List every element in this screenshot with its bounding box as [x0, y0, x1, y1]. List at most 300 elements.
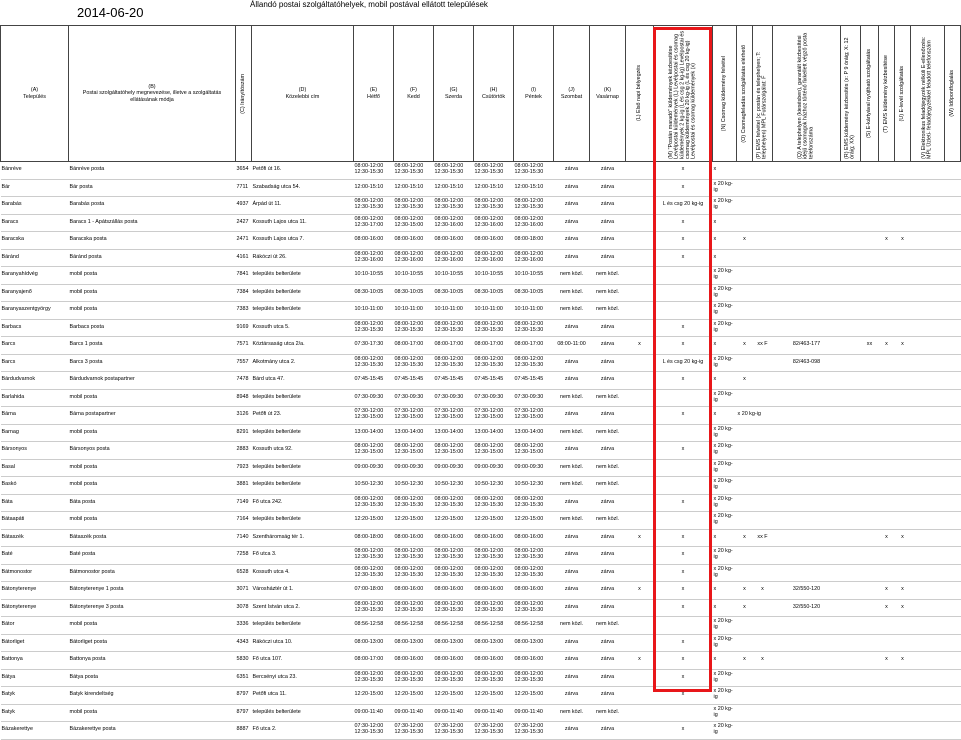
cell-c: 3881 [236, 477, 252, 495]
cell-i: 07:30-12:00 12:30-15:00 [514, 407, 554, 425]
cell-q [773, 302, 841, 320]
cell-s [861, 267, 879, 285]
cell-f: 12:20-15:00 [394, 687, 434, 705]
cell-q [773, 389, 841, 407]
cell-w [945, 529, 961, 547]
cell-b: Bázakerettye posta [69, 722, 236, 740]
cell-b: mobil posta [69, 424, 236, 442]
table-row [1, 442, 961, 460]
cell-j: zárva [554, 162, 590, 180]
cell-r [841, 564, 861, 582]
col-header-c: (C) Irányítószám [236, 26, 252, 162]
cell-k: zárva [590, 547, 626, 565]
cell-o [737, 179, 753, 197]
cell-u: x [895, 582, 911, 600]
cell-r [841, 442, 861, 460]
table-row [1, 162, 961, 180]
cell-m [654, 389, 713, 407]
cell-g: 08:00-12:00 12:30-15:30 [434, 162, 474, 180]
cell-v [911, 687, 945, 705]
cell-j: zárva [554, 564, 590, 582]
cell-f: 08:00-12:00 12:30-15:30 [394, 669, 434, 687]
cell-c: 7164 [236, 512, 252, 530]
cell-n: x 20 kg-ig [713, 284, 737, 302]
cell-v [911, 722, 945, 740]
cell-f: 08:00-13:00 [394, 634, 434, 652]
cell-u [895, 477, 911, 495]
cell-f: 08:00-12:00 12:30-15:30 [394, 599, 434, 617]
cell-k: zárva [590, 634, 626, 652]
cell-u: x [895, 529, 911, 547]
cell-d: Rákóczi utca 10. [252, 634, 354, 652]
table-row [1, 249, 961, 267]
cell-j: nem közl. [554, 302, 590, 320]
cell-f: 07:45-15:45 [394, 372, 434, 390]
cell-k: zárva [590, 162, 626, 180]
cell-h: 08:00-12:00 12:30-15:30 [474, 319, 514, 337]
cell-n: x [713, 407, 737, 425]
cell-j: zárva [554, 722, 590, 740]
cell-t: x [879, 652, 895, 670]
cell-s [861, 512, 879, 530]
cell-q [773, 512, 841, 530]
cell-d: település belterülete [252, 477, 354, 495]
cell-e: 12:20-15:00 [354, 512, 394, 530]
cell-b: mobil posta [69, 267, 236, 285]
cell-e: 08:00-12:00 12:30-15:30 [354, 494, 394, 512]
cell-c: 7384 [236, 284, 252, 302]
table-row [1, 302, 961, 320]
cell-o [737, 617, 753, 635]
cell-q [773, 617, 841, 635]
cell-f: 13:00-14:00 [394, 424, 434, 442]
cell-q [773, 179, 841, 197]
cell-l [626, 669, 654, 687]
cell-d: Fő utca 107. [252, 652, 354, 670]
cell-v [911, 319, 945, 337]
cell-n: x 20 kg-ig [713, 634, 737, 652]
cell-o: x [737, 599, 753, 617]
cell-a: Baranyaszentgyörgy [1, 302, 69, 320]
cell-q [773, 267, 841, 285]
cell-v [911, 232, 945, 250]
cell-h: 08:00-12:00 12:30-16:00 [474, 249, 514, 267]
cell-t [879, 249, 895, 267]
cell-k: zárva [590, 529, 626, 547]
cell-m: x [654, 529, 713, 547]
cell-c: 2427 [236, 214, 252, 232]
cell-i: 08:00-16:00 [514, 652, 554, 670]
cell-k: nem közl. [590, 459, 626, 477]
cell-t [879, 197, 895, 215]
cell-d: Városháztér út 1. [252, 582, 354, 600]
cell-l [626, 179, 654, 197]
cell-j: zárva [554, 372, 590, 390]
cell-e: 12:20-15:00 [354, 687, 394, 705]
cell-i: 12:20-15:00 [514, 687, 554, 705]
cell-c: 7258 [236, 547, 252, 565]
cell-o: x [737, 232, 753, 250]
cell-o [737, 494, 753, 512]
cell-u [895, 162, 911, 180]
cell-n: x 20 kg-ig [713, 179, 737, 197]
cell-a: Bátor [1, 617, 69, 635]
cell-r [841, 652, 861, 670]
cell-d: település belterülete [252, 302, 354, 320]
cell-b: Baracs 1 - Apátszállás posta [69, 214, 236, 232]
cell-u [895, 249, 911, 267]
cell-i: 09:00-11:40 [514, 704, 554, 722]
cell-q: 82/463-177 [773, 337, 841, 355]
cell-e: 07:30-12:00 12:30-15:00 [354, 407, 394, 425]
col-header-d: (D) Közelebbi cím [252, 26, 354, 162]
cell-r [841, 494, 861, 512]
cell-g: 13:00-14:00 [434, 424, 474, 442]
col-header-k: (K) Vasárnap [590, 26, 626, 162]
cell-n: x 20 kg-ig [713, 704, 737, 722]
cell-u [895, 389, 911, 407]
table-row [1, 582, 961, 600]
cell-g: 08:56-12:58 [434, 617, 474, 635]
cell-e: 07:30-12:00 12:30-15:30 [354, 722, 394, 740]
cell-s [861, 687, 879, 705]
cell-t [879, 442, 895, 460]
cell-o [737, 634, 753, 652]
cell-g: 12:20-15:00 [434, 687, 474, 705]
cell-p [753, 372, 773, 390]
cell-r [841, 179, 861, 197]
table-row [1, 232, 961, 250]
table-row [1, 354, 961, 372]
cell-c: 4161 [236, 249, 252, 267]
cell-a: Bár [1, 179, 69, 197]
cell-f: 08:00-12:00 12:30-15:30 [394, 547, 434, 565]
cell-a: Basal [1, 459, 69, 477]
cell-w [945, 354, 961, 372]
cell-p [753, 179, 773, 197]
cell-p [753, 354, 773, 372]
cell-p [753, 669, 773, 687]
cell-p [753, 284, 773, 302]
cell-m: x [654, 564, 713, 582]
cell-w [945, 669, 961, 687]
cell-i: 07:30-09:30 [514, 389, 554, 407]
cell-g: 08:00-16:00 [434, 582, 474, 600]
cell-l [626, 407, 654, 425]
cell-i: 08:00-18:00 [514, 232, 554, 250]
cell-m: x [654, 319, 713, 337]
cell-p [753, 634, 773, 652]
table-row [1, 704, 961, 722]
cell-r [841, 232, 861, 250]
cell-n: x [713, 372, 737, 390]
cell-n: x 20 kg-ig [713, 722, 737, 740]
cell-k: nem közl. [590, 284, 626, 302]
cell-h: 10:50-12:30 [474, 477, 514, 495]
cell-d: Kossuth Lajos utca 7. [252, 232, 354, 250]
cell-q [773, 529, 841, 547]
cell-p [753, 617, 773, 635]
cell-f: 08:00-17:00 [394, 337, 434, 355]
cell-q [773, 214, 841, 232]
cell-o [737, 442, 753, 460]
cell-w [945, 179, 961, 197]
cell-q [773, 284, 841, 302]
cell-t [879, 477, 895, 495]
cell-r [841, 529, 861, 547]
cell-s [861, 372, 879, 390]
cell-b: Báta posta [69, 494, 236, 512]
cell-u: x [895, 232, 911, 250]
cell-r [841, 267, 861, 285]
cell-a: Baracs [1, 214, 69, 232]
cell-i: 08:00-12:00 12:30-15:30 [514, 319, 554, 337]
cell-t [879, 319, 895, 337]
cell-c: 7571 [236, 337, 252, 355]
cell-m: x [654, 337, 713, 355]
cell-f: 08:00-16:00 [394, 652, 434, 670]
cell-o [737, 319, 753, 337]
cell-h: 08:56-12:58 [474, 617, 514, 635]
cell-o [737, 704, 753, 722]
cell-d: Kossuth utca 92. [252, 442, 354, 460]
cell-b: mobil posta [69, 389, 236, 407]
cell-i: 08:00-12:00 12:30-15:30 [514, 354, 554, 372]
cell-f: 07:30-09:30 [394, 389, 434, 407]
cell-u [895, 687, 911, 705]
cell-h: 07:30-09:30 [474, 389, 514, 407]
cell-q [773, 687, 841, 705]
cell-d: Kossuth utca 5. [252, 319, 354, 337]
cell-i: 13:00-14:00 [514, 424, 554, 442]
cell-e: 08:30-10:05 [354, 284, 394, 302]
cell-r [841, 547, 861, 565]
cell-c: 7711 [236, 179, 252, 197]
cell-f: 07:30-12:00 12:30-15:00 [394, 407, 434, 425]
cell-h: 08:00-12:00 12:30-15:30 [474, 197, 514, 215]
col-header-a: (A) Település [1, 26, 69, 162]
cell-o [737, 389, 753, 407]
cell-d: Rákóczi út 26. [252, 249, 354, 267]
cell-e: 08:00-13:00 [354, 634, 394, 652]
cell-s [861, 634, 879, 652]
cell-w [945, 232, 961, 250]
cell-c: 8797 [236, 687, 252, 705]
cell-r [841, 687, 861, 705]
cell-t [879, 512, 895, 530]
cell-c: 3078 [236, 599, 252, 617]
cell-g: 08:00-12:00 12:30-15:30 [434, 669, 474, 687]
cell-m: x [654, 652, 713, 670]
cell-l [626, 704, 654, 722]
cell-s [861, 179, 879, 197]
cell-f: 08:00-16:00 [394, 582, 434, 600]
cell-w [945, 459, 961, 477]
cell-p: xx F [753, 337, 773, 355]
cell-e: 08:00-12:00 12:30-15:30 [354, 599, 394, 617]
cell-b: Barcs 1 posta [69, 337, 236, 355]
cell-j: zárva [554, 599, 590, 617]
cell-i: 08:00-12:00 12:30-15:30 [514, 494, 554, 512]
cell-i: 08:00-12:00 12:30-15:30 [514, 547, 554, 565]
cell-l [626, 722, 654, 740]
cell-b: mobil posta [69, 459, 236, 477]
cell-h: 12:20-15:00 [474, 687, 514, 705]
cell-t: x [879, 582, 895, 600]
cell-c: 4937 [236, 197, 252, 215]
cell-k: zárva [590, 372, 626, 390]
cell-d: Petőfi út 23. [252, 407, 354, 425]
cell-m: x [654, 179, 713, 197]
cell-e: 12:00-15:10 [354, 179, 394, 197]
cell-p [753, 477, 773, 495]
cell-i: 08:00-16:00 [514, 582, 554, 600]
cell-t [879, 459, 895, 477]
cell-c: 8887 [236, 722, 252, 740]
cell-p [753, 459, 773, 477]
col-header-f: (F) Kedd [394, 26, 434, 162]
table-row [1, 197, 961, 215]
cell-e: 10:10-11:00 [354, 302, 394, 320]
cell-d: Kossuth utca 4. [252, 564, 354, 582]
cell-r [841, 389, 861, 407]
cell-g: 08:00-16:00 [434, 529, 474, 547]
cell-w [945, 372, 961, 390]
cell-g: 08:00-12:00 12:30-15:30 [434, 599, 474, 617]
cell-k: zárva [590, 319, 626, 337]
cell-u [895, 442, 911, 460]
cell-h: 13:00-14:00 [474, 424, 514, 442]
cell-a: Baranyahídvég [1, 267, 69, 285]
cell-t [879, 669, 895, 687]
cell-u [895, 197, 911, 215]
table-row [1, 372, 961, 390]
cell-d: Bercsényi utca 23. [252, 669, 354, 687]
cell-w [945, 652, 961, 670]
cell-k: zárva [590, 197, 626, 215]
cell-p [753, 424, 773, 442]
cell-o: x [737, 372, 753, 390]
cell-c: 7557 [236, 354, 252, 372]
cell-s [861, 617, 879, 635]
cell-d: település belterülete [252, 267, 354, 285]
cell-k: zárva [590, 669, 626, 687]
cell-b: Bátorliget posta [69, 634, 236, 652]
cell-f: 08:00-16:00 [394, 232, 434, 250]
cell-c: 3071 [236, 582, 252, 600]
col-header-u: (U) E-levél szolgáltatás [895, 26, 911, 162]
cell-w [945, 197, 961, 215]
table-row [1, 722, 961, 740]
cell-q [773, 372, 841, 390]
cell-g: 07:30-12:00 12:30-15:30 [434, 722, 474, 740]
cell-a: Báránd [1, 249, 69, 267]
cell-j: zárva [554, 232, 590, 250]
cell-r [841, 669, 861, 687]
cell-n: x 20 kg-ig [713, 197, 737, 215]
cell-i: 08:00-17:00 [514, 337, 554, 355]
cell-c: 3126 [236, 407, 252, 425]
cell-u [895, 512, 911, 530]
cell-u [895, 354, 911, 372]
cell-e: 10:10-10:55 [354, 267, 394, 285]
cell-h: 10:10-10:55 [474, 267, 514, 285]
cell-t [879, 302, 895, 320]
cell-w [945, 319, 961, 337]
cell-m: x [654, 687, 713, 705]
cell-v [911, 617, 945, 635]
cell-o [737, 162, 753, 180]
cell-a: Barcs [1, 354, 69, 372]
cell-g: 08:00-12:00 12:30-15:30 [434, 197, 474, 215]
cell-g: 10:50-12:30 [434, 477, 474, 495]
cell-w [945, 389, 961, 407]
cell-g: 08:00-16:00 [434, 652, 474, 670]
cell-g: 08:00-12:00 12:30-16:00 [434, 214, 474, 232]
cell-j: nem közl. [554, 424, 590, 442]
cell-p [753, 162, 773, 180]
cell-c: 3336 [236, 617, 252, 635]
cell-k: zárva [590, 564, 626, 582]
cell-i: 08:00-12:00 12:30-15:30 [514, 197, 554, 215]
cell-a: Barlahida [1, 389, 69, 407]
cell-a: Báta [1, 494, 69, 512]
cell-u [895, 459, 911, 477]
col-header-q: (Q) A telephelyen (kiesésben), garantált kézbesítési idejű csomagok házhoz történő fixkellett végző posta telefonszáma [773, 26, 841, 162]
cell-t [879, 214, 895, 232]
cell-m [654, 477, 713, 495]
cell-h: 12:00-15:10 [474, 179, 514, 197]
cell-i: 08:00-12:00 12:30-16:00 [514, 249, 554, 267]
cell-q: 32/550-120 [773, 599, 841, 617]
cell-t [879, 162, 895, 180]
cell-i: 08:00-12:00 12:30-15:30 [514, 669, 554, 687]
cell-j: zárva [554, 249, 590, 267]
cell-m [654, 267, 713, 285]
cell-u [895, 547, 911, 565]
cell-d: Fő utca 242. [252, 494, 354, 512]
cell-t [879, 687, 895, 705]
cell-v [911, 354, 945, 372]
cell-d: Köztársaság utca 2/a. [252, 337, 354, 355]
cell-t [879, 634, 895, 652]
cell-u [895, 564, 911, 582]
cell-b: Bársonyos posta [69, 442, 236, 460]
table-row [1, 617, 961, 635]
cell-c: 3654 [236, 162, 252, 180]
cell-d: Szabadság utca 54. [252, 179, 354, 197]
cell-l [626, 599, 654, 617]
cell-v [911, 652, 945, 670]
cell-r [841, 162, 861, 180]
cell-m: x [654, 249, 713, 267]
cell-i: 08:00-12:00 12:30-15:30 [514, 599, 554, 617]
cell-m: x [654, 722, 713, 740]
cell-e: 13:00-14:00 [354, 424, 394, 442]
cell-d: Szentháromság tér 1. [252, 529, 354, 547]
table-row [1, 477, 961, 495]
cell-t [879, 564, 895, 582]
cell-p [753, 232, 773, 250]
cell-d: település belterülete [252, 459, 354, 477]
cell-v [911, 389, 945, 407]
table-row [1, 529, 961, 547]
cell-u [895, 214, 911, 232]
cell-o [737, 512, 753, 530]
cell-h: 08:00-12:00 12:30-15:00 [474, 442, 514, 460]
cell-a: Baté [1, 547, 69, 565]
cell-l [626, 319, 654, 337]
